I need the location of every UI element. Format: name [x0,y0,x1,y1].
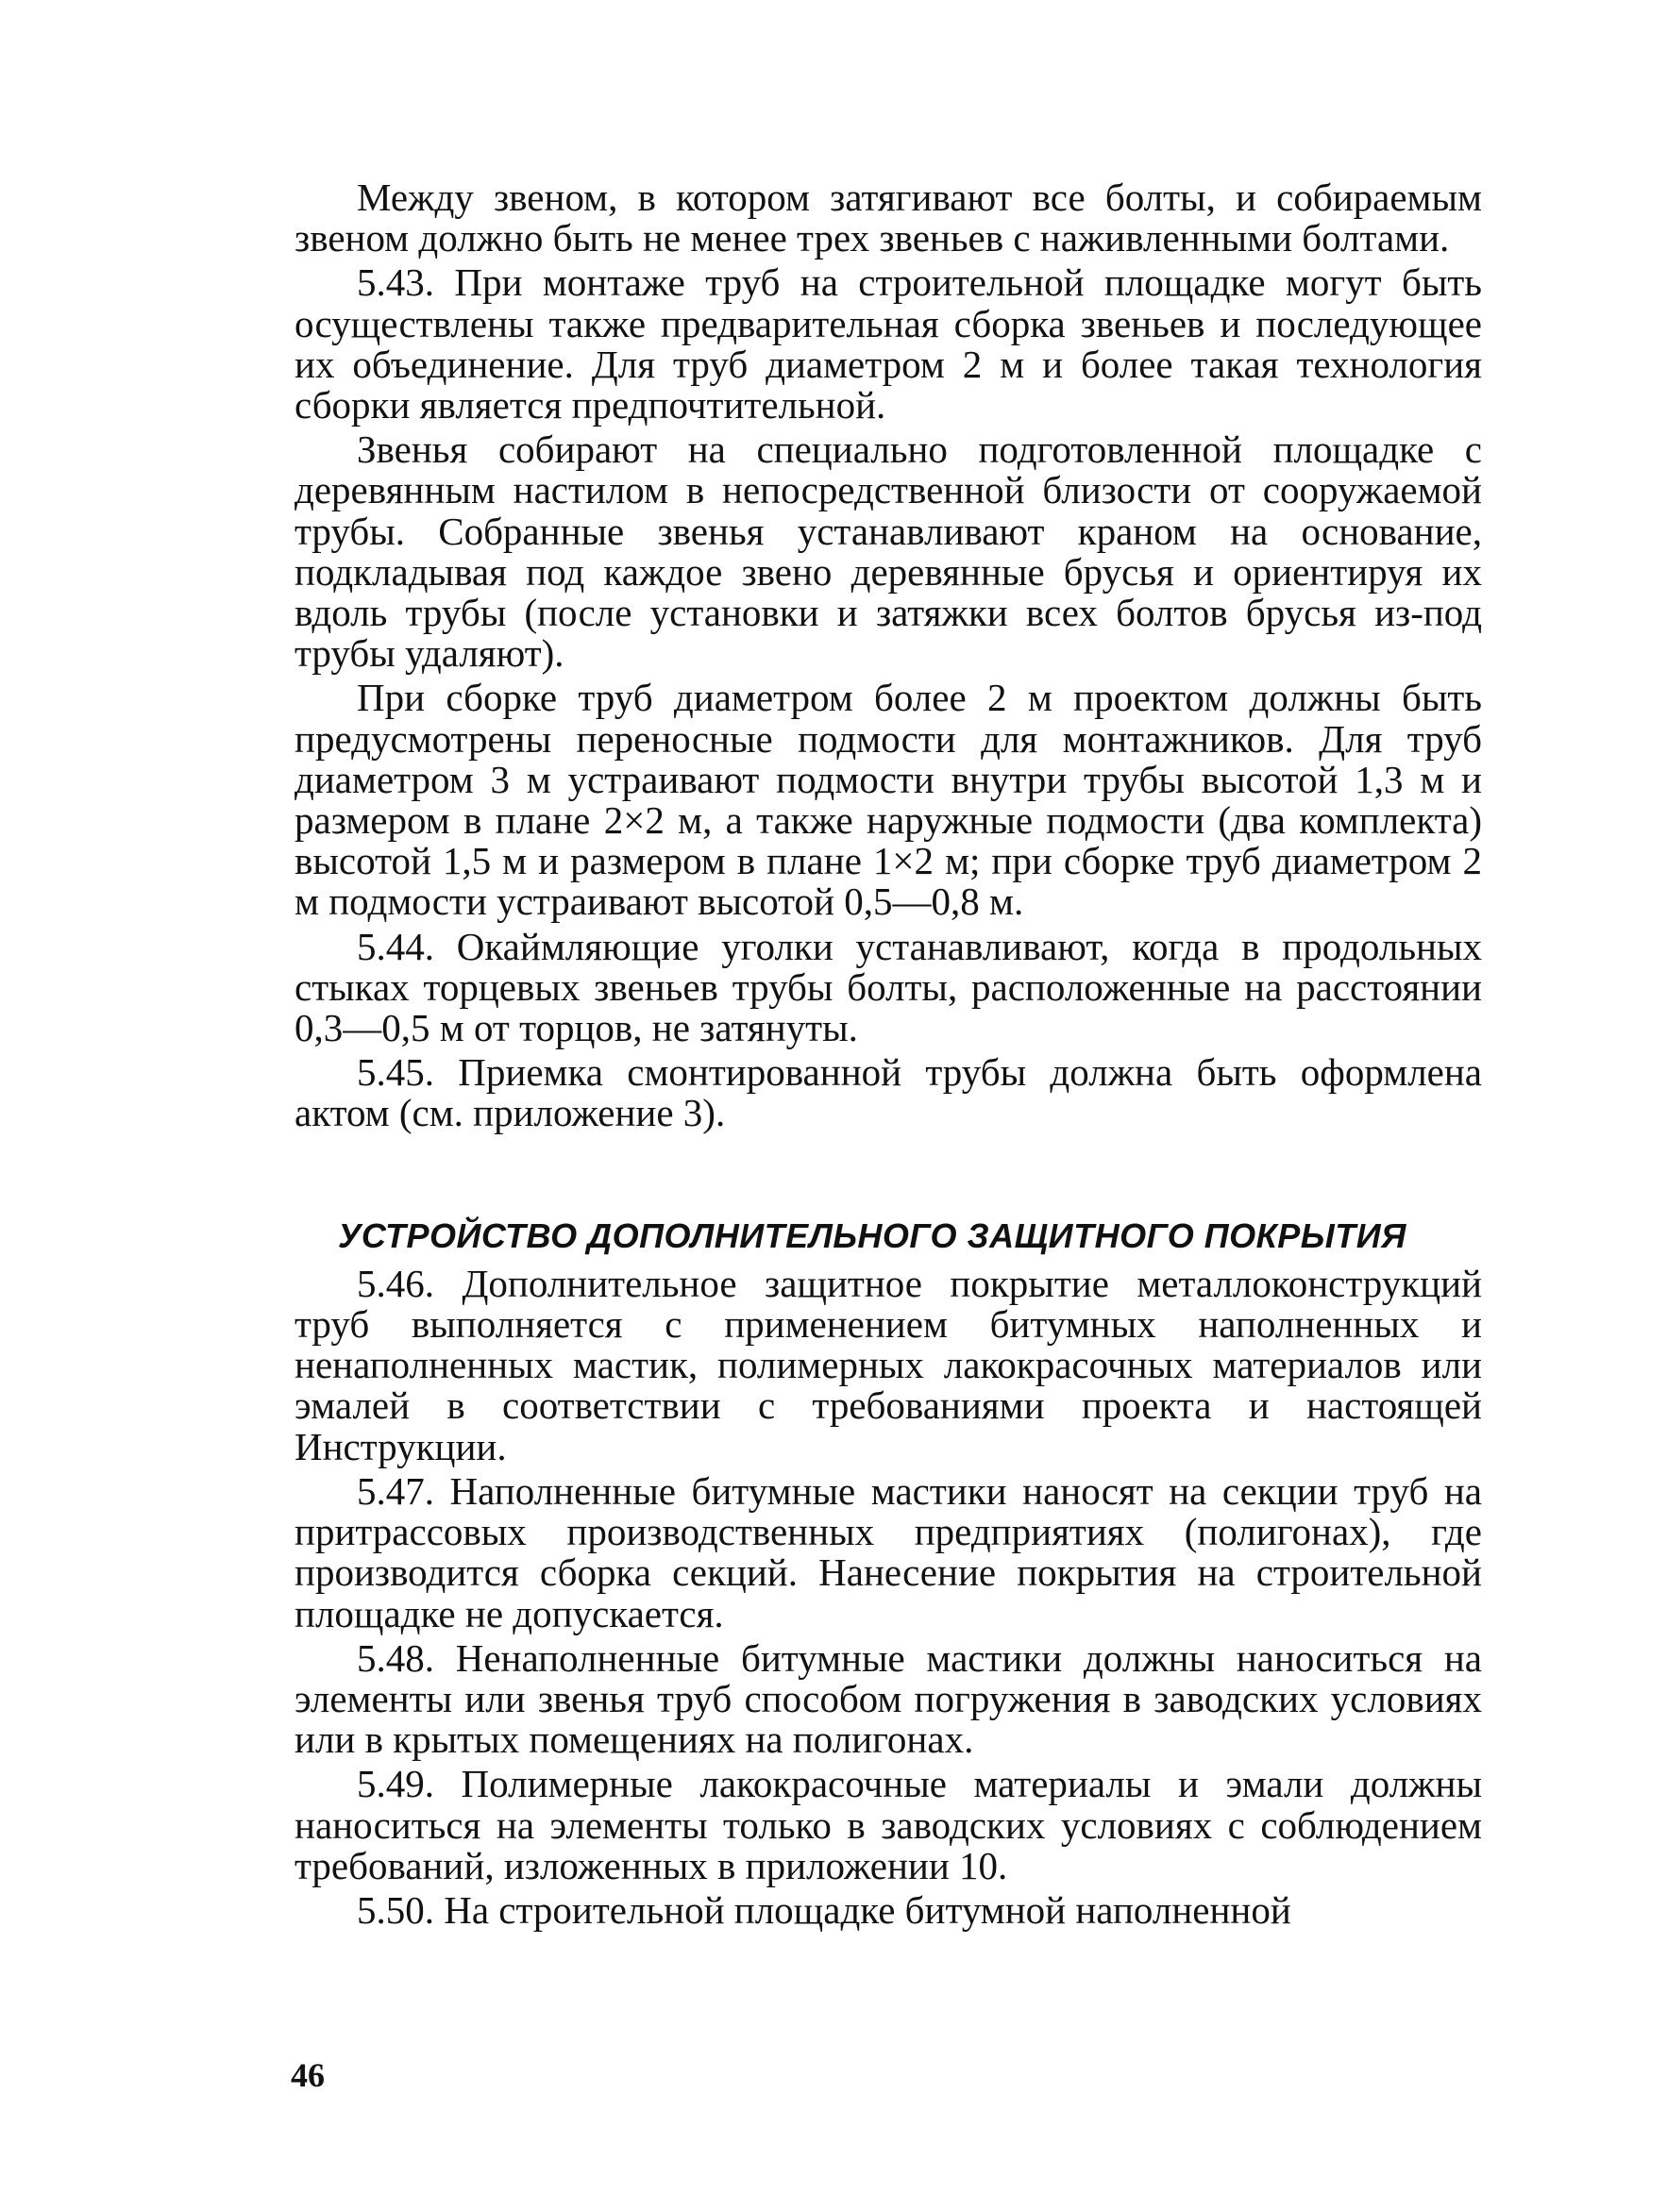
body-text [295,177,1482,1931]
paragraph-5-50: 5.50. На строительной площадке битумной наполненной [357,1887,1291,1932]
paragraph-5-43-cont-2: При сборке труб диаметром более 2 м проектом должны быть предусмотрены переносные подмости для монтажников. Для труб диаметром 3 м устраивают подмости внутри трубы высотой 1,3 м и размером в плане 2×2 м, а также наружные подмости (два комплекта) высотой 1,5 м и размером в плане 1×2 м; при сборке труб диаметром 2 м подмости устраивают высотой 0,5—0,8 м. [295,676,1482,924]
paragraph-5-43: 5.43. При монтаже труб на строительной площадке могут быть осуществлены также предварительная сборка звеньев и последующее их объединение. Для труб диаметром 2 м и более такая технология сборки является предпочтительной. [295,260,1482,427]
paragraph-5-49: 5.49. Полимерные лакокрасочные материалы и эмали должны наноситься на элементы только в заводских условиях с соблюдением требований, изложенных в приложении 10. [295,1762,1482,1887]
paragraph-continuation: Между звеном, в котором затягивают все болты, и собираемым звеном должно быть не менее трех звеньев с наживленными болтами. [295,176,1482,260]
paragraph-5-44: 5.44. Окаймляющие уголки устанавливают, когда в продольных стыках торцевых звеньев трубы болты, расположенные на расстоянии 0,3—0,5 м от торцов, не затянуты. [295,924,1482,1050]
paragraph-5-43-cont-1: Звенья собирают на специально подготовленной площадке с деревянным настилом в непосредственной близости от сооружаемой трубы. Собранные звенья устанавливают краном на основание, подкладывая под каждое звено деревянные брусья и ориентируя их вдоль трубы (после установки и затяжки всех болтов брусья из-под трубы удаляют). [295,427,1482,676]
paragraph-5-48: 5.48. Ненаполненные битумные мастики должны наноситься на элементы или звенья труб способом погружения в заводских условиях или в крытых помещениях на полигонах. [295,1635,1482,1762]
page-number: 46 [291,2056,325,2094]
section-heading: УСТРОЙСТВО ДОПОЛНИТЕЛЬНОГО ЗАЩИТНОГО ПОКРЫТИЯ [338,1215,1406,1255]
paragraph-5-46: 5.46. Дополнительное защитное покрытие металлоконструкций труб выполняется с применением битумных наполненных и ненаполненных мастик, полимерных лакокрасочных материалов или эмалей в соответствии с требованиями проекта и настоящей Инструкции. [295,1261,1482,1468]
paragraph-5-45: 5.45. Приемка смонтированной трубы должна быть оформлена актом (см. приложение 3). [295,1050,1482,1135]
paragraph-5-47: 5.47. Наполненные битумные мастики наносят на секции труб на притрассовых производственных предприятиях (полигонах), где производится сборка секций. Нанесение покрытия на строительной площадке не допускается. [295,1468,1482,1635]
